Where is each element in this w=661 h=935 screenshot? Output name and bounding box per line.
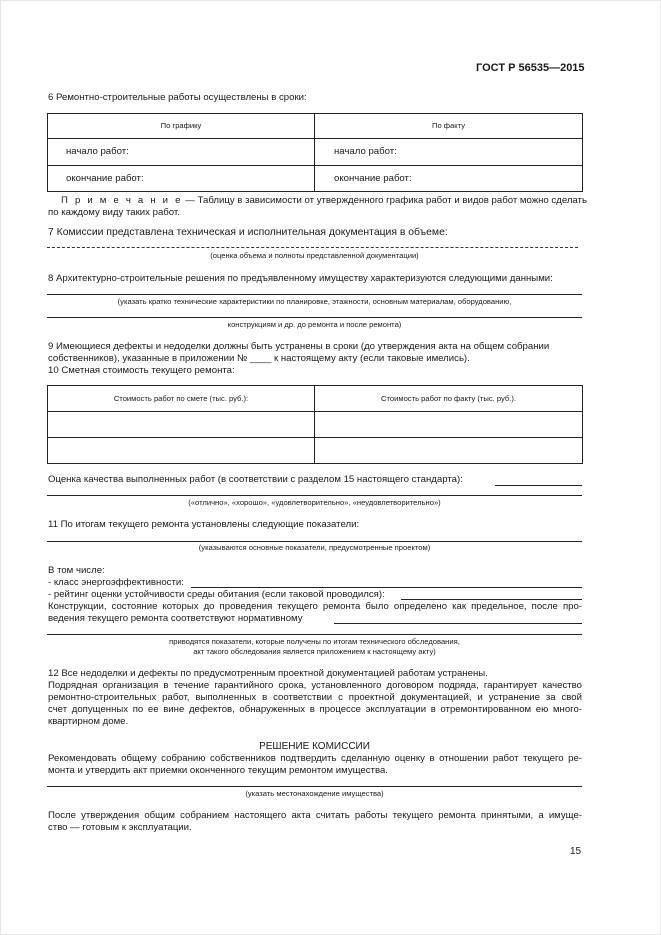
fact-cost-cell-1[interactable] (315, 412, 583, 438)
quality-assessment-text: Оценка качества выполненных работ (в соответствии с разделом 15 настоящего стандарта): (48, 474, 463, 485)
section-12-p1: Подрядная организация в течение гарантийного срока, установленного договором подряда, гарантирует качество (48, 680, 582, 691)
caption-s11: (указываются основные показатели, предусмотренные проектом) (198, 543, 431, 552)
col-header-plan: По графику (48, 114, 315, 139)
fill-line-s7[interactable] (47, 247, 578, 248)
caption-s11-2b: акт такого обследования является приложением к настоящему акту) (193, 647, 436, 656)
estimate-cell-1[interactable] (48, 412, 315, 438)
constructions-inline-line[interactable] (334, 623, 582, 624)
fact-cost-cell-2[interactable] (315, 438, 583, 464)
final-line-1: После утверждения общим собранием настоящего акта считать работы текущего ремонта принятыми, а имуще- (48, 810, 582, 821)
plan-end-cell[interactable] (48, 166, 315, 192)
col-header-fact-cost: Стоимость работ по факту (тыс. руб.). (315, 386, 583, 412)
caption-quality: («отлично», «хорошо», «удовлетворительно», «неудовлетворительно») (188, 498, 441, 507)
caption-s8-2: конструкциям и др. до ремонта и после ремонта) (227, 320, 402, 329)
cost-table (47, 385, 583, 464)
caption-s7: (оценка объема и полноты представленной документации) (210, 251, 419, 260)
caption-s11-2a: приводятся показатели, которые получены по итогам технического обследования, (169, 637, 460, 646)
section-7-title: 7 Комиссии представлена техническая и исполнительная документация в объеме: (48, 227, 448, 238)
quality-inline-line[interactable] (495, 485, 582, 486)
decision-title: РЕШЕНИЕ КОМИССИИ (259, 741, 370, 752)
fact-start-label: начало работ: (334, 146, 397, 157)
energy-class-line[interactable] (191, 587, 582, 588)
section-11-title: 11 По итогам текущего ремонта установлены следующие показатели: (48, 519, 360, 530)
including-label: В том числе: (48, 565, 105, 576)
section-6-title: 6 Ремонтно-строительные работы осуществлены в сроки: (48, 92, 307, 103)
fact-end-cell[interactable] (315, 166, 583, 192)
rating-label: - рейтинг оценки устойчивости среды обитания (если таковой проводился): (48, 589, 385, 600)
decision-line-2: монта и утвердить акт приемки оконченного текущим ремонтом имущества. (48, 765, 388, 776)
schedule-table (47, 113, 583, 192)
col-header-estimate: Стоимость работ по смете (тыс. руб.): (48, 386, 315, 412)
note-line-2: по каждому виду таких работ. (48, 207, 180, 218)
fill-line-constructions[interactable] (47, 634, 582, 635)
page-number: 15 (570, 846, 582, 857)
final-line-2: ство — готовым к эксплуатации. (48, 822, 192, 833)
fact-end-label: окончание работ: (334, 172, 412, 184)
caption-location: (указать местонахождение имущества) (245, 789, 384, 798)
plan-start-label: начало работ: (66, 146, 129, 157)
section-12-p2: ремонтно-строительных работ, выполненных в соответствии с проектной документацией, и устранение за свой (48, 692, 582, 703)
caption-s8-1: (указать кратко технические характеристики по планировке, этажности, основным материалам, оборудованию, (117, 297, 512, 306)
estimate-cell-2[interactable] (48, 438, 315, 464)
constructions-line-1: Конструкции, состояние которых до проведения текущего ремонта было определено как предельное, после про- (48, 601, 582, 612)
col-header-fact: По факту (315, 114, 583, 139)
section-12-p3: счет допущенных по ее вине дефектов, обнаруженных в процессе эксплуатации в отремонтированном ею много- (48, 704, 582, 715)
section-8-title: 8 Архитектурно-строительные решения по предъявленному имуществу характеризуются следующими данными: (48, 273, 553, 284)
fill-line-s8-1[interactable] (47, 294, 582, 295)
section-10-title: 10 Сметная стоимость текущего ремонта: (48, 365, 235, 376)
energy-class-label: - класс энергоэффективности: (48, 577, 184, 588)
section-9-line-2: собственников), указанные в приложении № ____ к настоящему акту (если таковые имелись). (48, 353, 470, 364)
section-12-line-1: 12 Все недоделки и дефекты по предусмотренным проектной документацией работам устранены. (48, 668, 488, 679)
note-line-1 (61, 195, 587, 207)
fill-line-s8-2[interactable] (47, 317, 582, 318)
fill-line-s11[interactable] (47, 541, 582, 542)
fact-start-cell[interactable] (315, 139, 583, 166)
note-label: П р и м е ч а н и е (61, 195, 183, 206)
fill-line-location[interactable] (47, 786, 582, 787)
constructions-line-2: ведения текущего ремонта соответствуют нормативному (48, 613, 303, 624)
plan-start-cell[interactable] (48, 139, 315, 166)
rating-line[interactable] (401, 599, 582, 600)
decision-line-1: Рекомендовать общему собранию собственников подтвердить сделанную оценку в отношении работ текущего ре- (48, 753, 582, 764)
standard-number: ГОСТ Р 56535—2015 (476, 62, 585, 74)
section-9-line-1: 9 Имеющиеся дефекты и недоделки должны быть устранены в сроки (до утверждения акта на общем собрании (48, 341, 550, 352)
plan-end-label: окончание работ: (66, 172, 144, 184)
note-text: — Таблицу в зависимости от утвержденного графика работ и видов работ можно сделать (182, 195, 587, 206)
section-12-p4: квартирном доме. (48, 716, 129, 727)
fill-line-quality[interactable] (47, 495, 582, 496)
